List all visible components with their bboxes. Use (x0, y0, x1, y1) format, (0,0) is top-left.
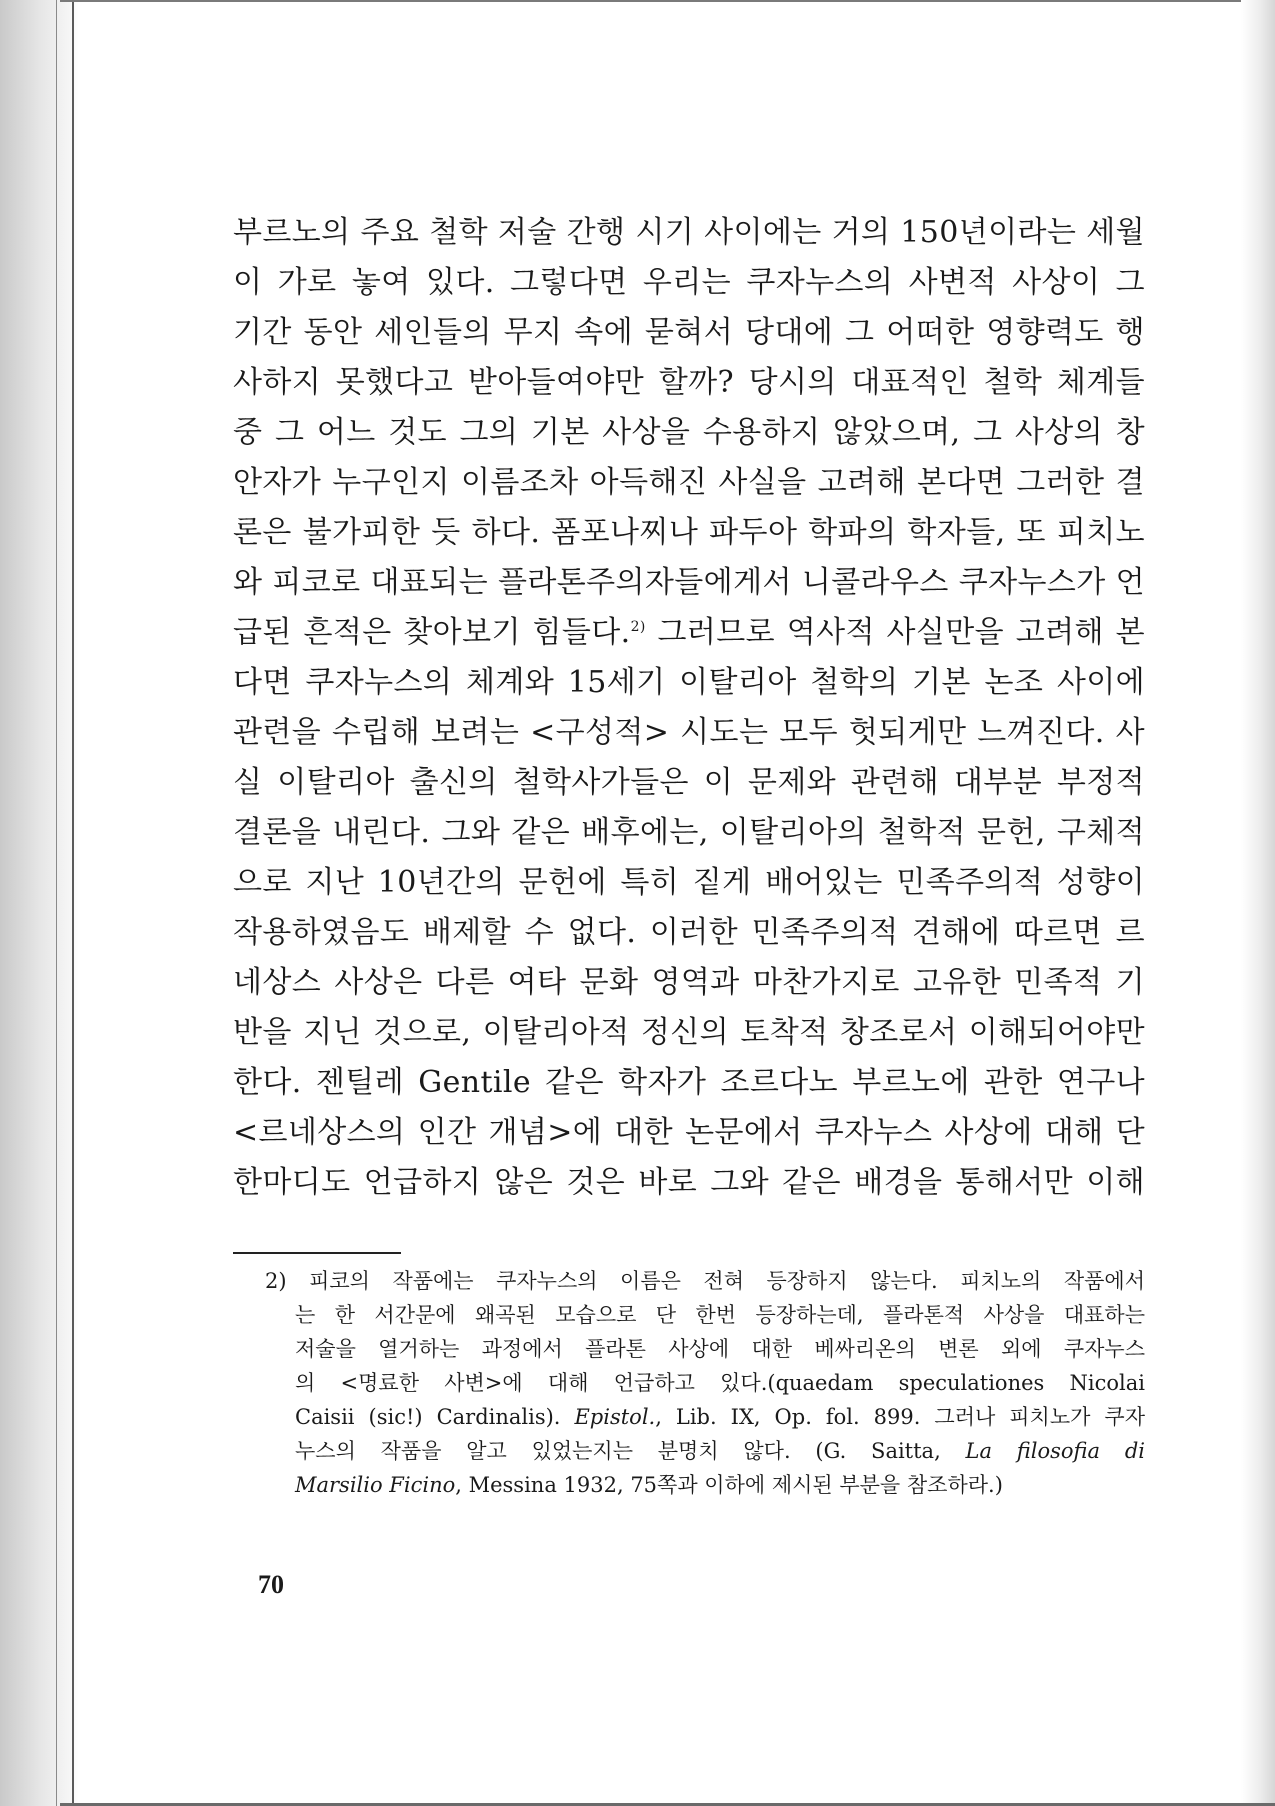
main-text (233, 208, 1145, 1208)
text-line: 와 피코로 대표되는 플라톤주의자들에게서 니콜라우스 쿠자누스가 언 (233, 565, 1145, 600)
page-binding-line (72, 0, 74, 1806)
footnote-line: 저술을 열거하는 과정에서 플라톤 사상에 대한 베싸리온의 변론 외에 쿠자누스 (295, 1337, 1145, 1361)
footnote-line: 의 <명료한 사변>에 대해 언급하고 있다.(quaedam speculationes Nicolai (295, 1371, 1145, 1395)
text-line: 중 그 어느 것도 그의 기본 사상을 수용하지 않았으며, 그 사상의 창 (233, 415, 1145, 450)
text-line: 이 가로 놓여 있다. 그렇다면 우리는 쿠자누스의 사변적 사상이 그 (233, 265, 1145, 300)
footnote-text: , Lib. IX, Op. fol. 899. 그러나 피치노가 쿠자 (655, 1405, 1145, 1429)
text-line: 한다. 젠틸레 Gentile 같은 학자가 조르다노 부르노에 관한 연구나 (233, 1065, 1145, 1100)
text-line: 실 이탈리아 출신의 철학사가들은 이 문제와 관련해 대부분 부정적 (233, 765, 1145, 800)
footnote-text: 누스의 작품을 알고 있었는지는 분명치 않다. (G. Saitta, (295, 1439, 966, 1463)
text-line: 결론을 내린다. 그와 같은 배후에는, 이탈리아의 철학적 문헌, 구체적 (233, 815, 1145, 850)
text-line: 다면 쿠자누스의 체계와 15세기 이탈리아 철학의 기본 논조 사이에 (233, 665, 1145, 700)
footnote-italic-title: La filosofia di (965, 1439, 1145, 1463)
text-line: 네상스 사상은 다른 여타 문화 영역과 마찬가지로 고유한 민족적 기 (233, 965, 1145, 1000)
footnote-reference: 2) (630, 619, 646, 635)
text-line: 으로 지난 10년간의 문헌에 특히 짙게 배어있는 민족주의적 성향이 (233, 865, 1145, 900)
footnote-italic-title: Epistol. (574, 1405, 656, 1429)
page-left-edge (0, 0, 78, 1806)
footnote-line (265, 1468, 1145, 1502)
text-segment: 급된 흔적은 찾아보기 힘들다. (233, 615, 631, 650)
footnote-marker: 2) (265, 1269, 287, 1293)
footnote-divider (233, 1252, 401, 1254)
footnote-line (265, 1400, 1145, 1434)
text-line: 안자가 누구인지 이름조차 아득해진 사실을 고려해 본다면 그러한 결 (233, 465, 1145, 500)
page-number: 70 (258, 1570, 284, 1599)
text-line: 한마디도 언급하지 않은 것은 바로 그와 같은 배경을 통해서만 이해 (233, 1165, 1145, 1200)
text-line-with-footnote-ref (233, 608, 1145, 658)
footnote-italic-title: Marsilio Ficino (295, 1473, 456, 1497)
footnote-text: , Messina 1932, 75쪽과 이하에 제시된 부분을 참조하라.) (455, 1473, 1003, 1497)
text-line: 반을 지닌 것으로, 이탈리아적 정신의 토착적 창조로서 이해되어야만 (233, 1015, 1145, 1050)
text-line: 부르노의 주요 철학 저술 간행 시기 사이에는 거의 150년이라는 세월 (233, 215, 1145, 250)
footnote-line: 는 한 서간문에 왜곡된 모습으로 단 한번 등장하는데, 플라톤적 사상을 대표하는 (295, 1303, 1145, 1327)
text-line: 기간 동안 세인들의 무지 속에 묻혀서 당대에 그 어떠한 영향력도 행 (233, 315, 1145, 350)
text-line: 사하지 못했다고 받아들여야만 할까? 당시의 대표적인 철학 체계들 (233, 365, 1145, 400)
text-line: 관련을 수립해 보려는 <구성적> 시도는 모두 헛되게만 느껴진다. 사 (233, 715, 1145, 750)
footnote-text: 피코의 작품에는 쿠자누스의 이름은 전혀 등장하지 않는다. 피치노의 작품에서 (309, 1269, 1145, 1293)
text-line: <르네상스의 인간 개념>에 대한 논문에서 쿠자누스 사상에 대해 단 (233, 1115, 1145, 1150)
page-edge-line (56, 0, 57, 1806)
page-right-edge (1241, 0, 1275, 1806)
footnote-line (265, 1264, 1145, 1298)
text-segment: 그러므로 역사적 사실만을 고려해 본 (645, 615, 1145, 650)
page-top-edge (60, 0, 1260, 2)
footnote (265, 1264, 1145, 1502)
footnote-text: Caisii (sic!) Cardinalis). (295, 1405, 575, 1429)
footnote-line (265, 1434, 1145, 1468)
text-line: 작용하였음도 배제할 수 없다. 이러한 민족주의적 견해에 따르면 르 (233, 915, 1145, 950)
text-line: 론은 불가피한 듯 하다. 폼포나찌나 파두아 학파의 학자들, 또 피치노 (233, 515, 1145, 550)
